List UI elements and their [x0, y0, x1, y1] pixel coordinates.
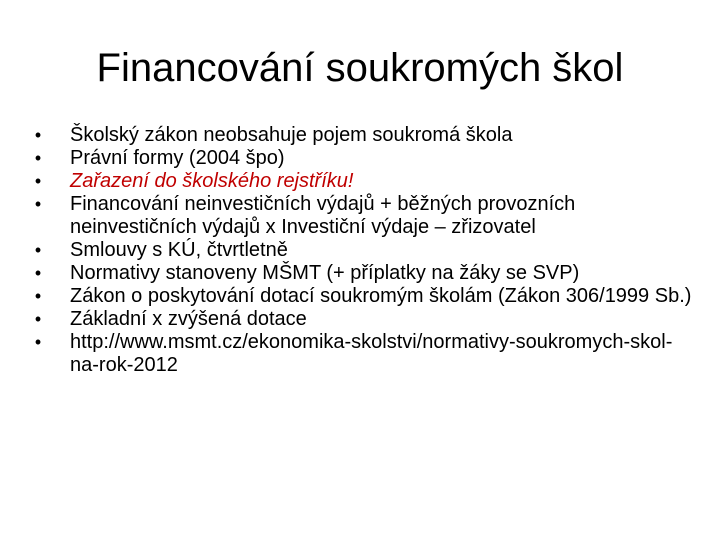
bullet-text: Financování neinvestičních výdajů + běžných provozních neinvestičních výdajů x Investiční výdaje – zřizovatel	[70, 193, 576, 238]
bullet-item	[28, 308, 698, 331]
bullet-text: Školský zákon neobsahuje pojem soukromá škola	[70, 124, 513, 146]
bullet-icon: •	[34, 263, 42, 283]
bullet-icon: •	[34, 240, 42, 260]
bullet-icon: •	[34, 309, 42, 329]
bullet-icon: •	[34, 194, 42, 214]
slide-title: Financování soukromých škol	[96, 46, 624, 90]
bullet-item	[28, 193, 698, 239]
bullet-text: Smlouvy s KÚ, čtvrtletně	[70, 239, 288, 261]
bullet-text: Zákon o poskytování dotací soukromým školám (Zákon 306/1999 Sb.)	[70, 285, 692, 307]
bullet-icon: •	[34, 171, 42, 191]
bullet-icon: •	[34, 286, 42, 306]
bullet-icon: •	[34, 332, 42, 352]
bullet-icon: •	[34, 148, 42, 168]
msmt-link[interactable]: http://www.msmt.cz/ekonomika-skolstvi/normativy-soukromych-skol-na-rok-2012	[70, 331, 673, 376]
bullet-item	[28, 239, 698, 262]
bullet-text: Základní x zvýšená dotace	[70, 308, 307, 330]
bullet-item	[28, 170, 698, 193]
bullet-item	[28, 262, 698, 285]
bullet-item-link[interactable]	[28, 331, 698, 377]
bullet-list	[28, 124, 698, 377]
bullet-item	[28, 124, 698, 147]
bullet-item	[28, 285, 698, 308]
bullet-text: Právní formy (2004 špo)	[70, 147, 285, 169]
bullet-item	[28, 147, 698, 170]
bullet-text: Normativy stanoveny MŠMT (+ příplatky na žáky se SVP)	[70, 262, 580, 284]
bullet-icon: •	[34, 125, 42, 145]
bullet-text: Zařazení do školského rejstříku!	[70, 170, 354, 192]
